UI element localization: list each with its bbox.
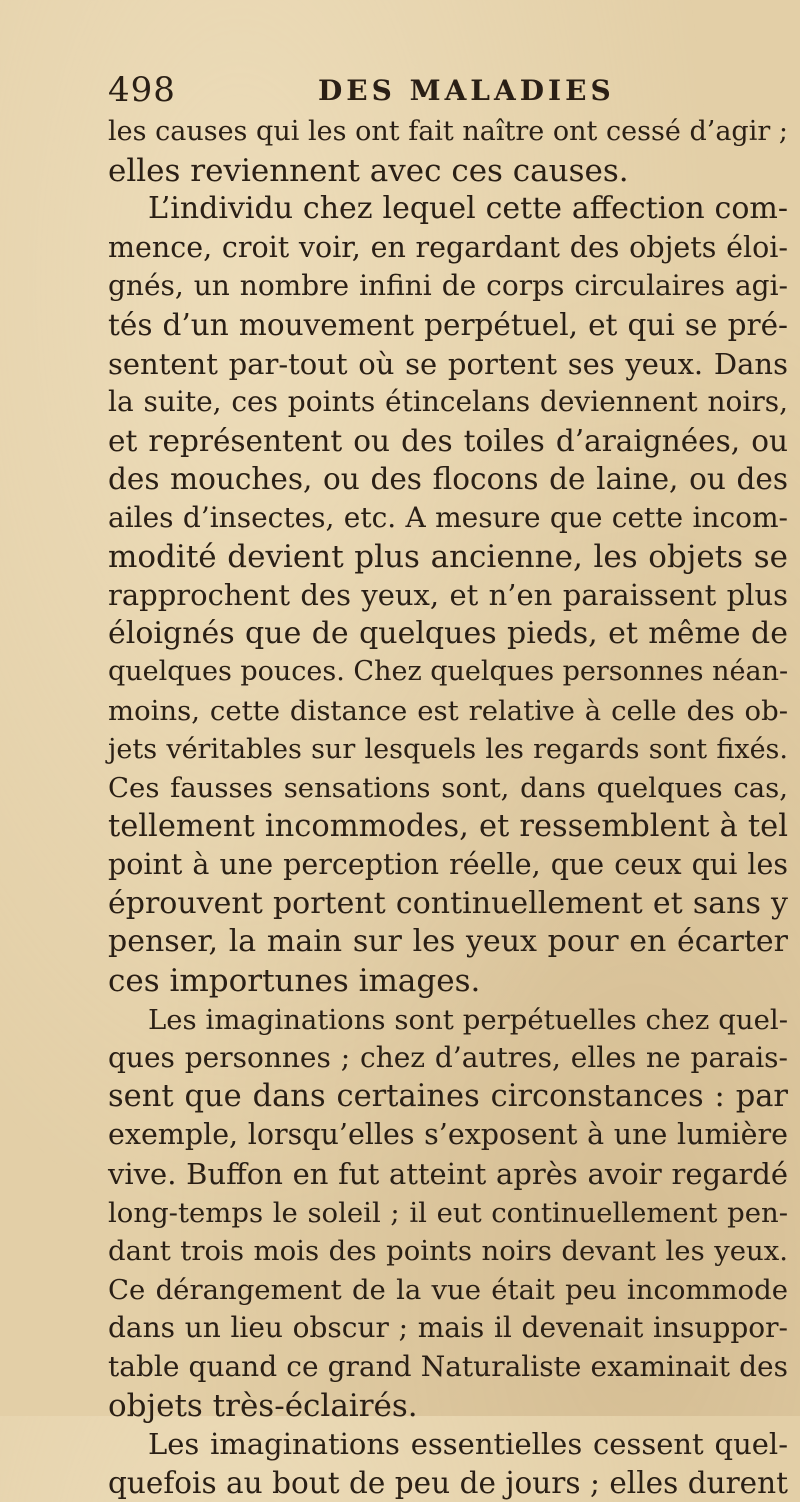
page-header: [108, 70, 708, 110]
text-line: rapprochent des yeux, et n’en paraissent plus: [108, 578, 788, 613]
page-number: 498: [108, 70, 176, 110]
text-line: elles reviennent avec ces causes.: [108, 152, 629, 189]
text-line: les causes qui les ont fait naître ont cessé d’agir ;: [108, 116, 788, 147]
text-line: mence, croit voir, en regardant des objets éloi-: [108, 230, 788, 264]
text-line: Les imaginations essentielles cessent quel-: [148, 1427, 788, 1462]
text-line: ailes d’insectes, etc. A mesure que cette incom-: [108, 500, 788, 534]
text-line: Ce dérangement de la vue était peu incommode: [108, 1273, 788, 1306]
text-line: éloignés que de quelques pieds, et même de: [108, 615, 788, 651]
text-line: tés d’un mouvement perpétuel, et qui se pré-: [108, 307, 788, 342]
text-line: Les imaginations sont perpétuelles chez quel-: [148, 1003, 788, 1036]
text-line: tellement incommodes, et ressemblent à tel: [108, 808, 788, 844]
text-line: L’individu chez lequel cette affection com-: [148, 191, 788, 227]
running-head: DES MALADIES: [318, 74, 615, 107]
text-line: éprouvent portent continuellement et sans y: [108, 885, 788, 921]
text-line: table quand ce grand Naturaliste examinait des: [108, 1350, 788, 1383]
text-line: ces importunes images.: [108, 963, 481, 1000]
text-line: et représentent ou des toiles d’araignées, ou: [108, 423, 788, 458]
text-line: exemple, lorsqu’elles s’exposent à une lumière: [108, 1118, 788, 1152]
text-line: long-temps le soleil ; il eut continuellement pen-: [108, 1196, 788, 1229]
text-line: moins, cette distance est relative à celle des ob-: [108, 694, 788, 727]
text-line: Ces fausses sensations sont, dans quelques cas,: [108, 772, 788, 805]
text-line: dant trois mois des points noirs devant les yeux.: [108, 1235, 788, 1268]
text-line: objets très-éclairés.: [108, 1387, 418, 1424]
text-line: gnés, un nombre infini de corps circulaires agi-: [108, 269, 788, 303]
text-line: quefois au bout de peu de jours ; elles durent: [108, 1465, 788, 1500]
text-line: jets véritables sur lesquels les regards sont fixés.: [108, 733, 788, 765]
text-line: quelques pouces. Chez quelques personnes néan-: [108, 656, 789, 688]
text-line: sent que dans certaines circonstances : par: [108, 1078, 788, 1114]
text-line: ques personnes ; chez d’autres, elles ne parais-: [108, 1041, 788, 1075]
text-line: penser, la main sur les yeux pour en écarter: [108, 924, 788, 960]
text-line: modité devient plus ancienne, les objets se: [108, 538, 788, 575]
text-line: la suite, ces points étincelans deviennent noirs,: [108, 385, 788, 419]
text-line: des mouches, ou des flocons de laine, ou des: [108, 462, 788, 497]
text-line: vive. Buffon en fut atteint après avoir regardé: [108, 1157, 788, 1192]
text-line: sentent par-tout où se portent ses yeux. Dans: [108, 346, 788, 381]
text-line: dans un lieu obscur ; mais il devenait insuppor-: [108, 1311, 788, 1345]
body-text: [108, 113, 788, 1502]
text-line: point à une perception réelle, que ceux qui les: [108, 848, 788, 882]
